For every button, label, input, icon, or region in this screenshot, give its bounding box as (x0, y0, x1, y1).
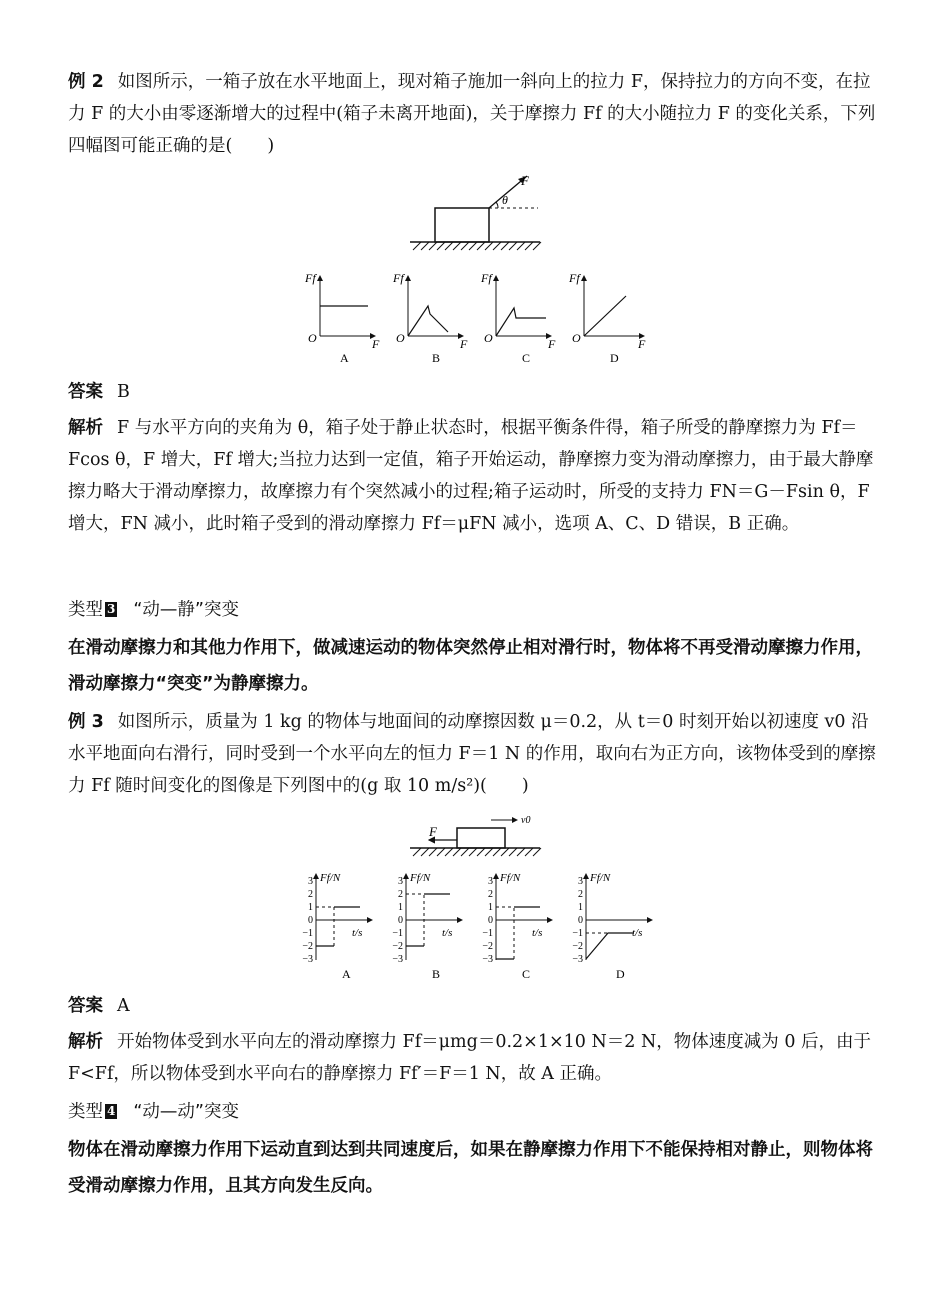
analysis-label: 解析 (68, 1032, 103, 1052)
ground-hatching (413, 848, 541, 856)
svg-text:−2: −2 (302, 941, 313, 952)
svg-text:−1: −1 (572, 928, 583, 939)
force-label: F (429, 824, 437, 839)
svg-text:1: 1 (398, 902, 403, 913)
example3-graphs (290, 866, 670, 981)
velocity-label: v0 (521, 815, 531, 826)
y-label: Ff (393, 271, 404, 285)
svg-text:2: 2 (578, 889, 583, 900)
option-label: A (342, 967, 351, 981)
y-ticks (302, 876, 313, 965)
svg-text:0: 0 (308, 915, 313, 926)
y-label: Ff (481, 271, 492, 285)
option-label: B (432, 967, 441, 981)
example2-question (68, 66, 884, 162)
option-label: D (616, 967, 625, 981)
example2-box-figure (405, 170, 550, 255)
graph-c (482, 872, 552, 981)
graph-d (572, 872, 652, 981)
x-label: t/s (442, 927, 453, 939)
curve (496, 308, 546, 336)
graph-c (480, 271, 556, 365)
graph-b (392, 872, 462, 981)
svg-text:−3: −3 (482, 954, 493, 965)
svg-text:0: 0 (398, 915, 403, 926)
svg-text:−1: −1 (482, 928, 493, 939)
example2-question-text: 如图所示，一箱子放在水平地面上，现对箱子施加一斜向上的拉力 F，保持拉力的方向不变，在拉力 F 的大小由零逐渐增大的过程中(箱子未离开地面)，关于摩擦力 Ff 的大小随拉力 F 的变化关系，下列四幅图可能正确的是( ) (68, 72, 876, 156)
angle-label: θ (502, 193, 508, 207)
example3-label: 例 3 (68, 712, 104, 732)
svg-text:−2: −2 (572, 941, 583, 952)
answer-value: A (117, 996, 130, 1016)
x-label: F (638, 337, 646, 351)
analysis-text: F 与水平方向的夹角为 θ，箱子处于静止状态时，根据平衡条件得，箱子所受的静摩擦力为 Ff＝Fcos θ，F 增大，Ff 增大;当拉力达到一定值，箱子开始运动，静摩擦力变为滑动摩擦力，由于最大静摩擦力略大于滑动摩擦力，故摩擦力有个突然减小的过程;箱子运动时，所受的支持力 FN＝G－Fsin θ，F 增大，FN 减小，此时箱子受到的滑动摩擦力 Ff＝μFN 减小，选项 A、C、D 错误，B 正确。 (68, 418, 874, 534)
svg-text:1: 1 (308, 902, 313, 913)
option-label: D (610, 351, 619, 365)
svg-text:1: 1 (578, 902, 583, 913)
type4-description: 物体在滑动摩擦力作用下运动直到达到共同速度后，如果在静摩擦力作用下不能保持相对静止，则物体将受滑动摩擦力作用，且其方向发生反向。 (68, 1140, 873, 1196)
type-number-badge: 4 (107, 1104, 116, 1118)
example2-label: 例 2 (68, 72, 104, 92)
svg-text:−3: −3 (302, 954, 313, 965)
svg-text:0: 0 (578, 915, 583, 926)
answer-value: B (117, 382, 130, 402)
example3-question (68, 706, 884, 802)
svg-text:1: 1 (488, 902, 493, 913)
example3-analysis (68, 1026, 884, 1090)
option-label: B (432, 351, 441, 365)
x-label: t/s (352, 927, 363, 939)
svg-text:2: 2 (398, 889, 403, 900)
svg-text:3: 3 (308, 876, 313, 887)
svg-text:3: 3 (398, 876, 403, 887)
example2-answer (68, 376, 884, 408)
option-label: C (522, 351, 531, 365)
origin-label: O (308, 331, 317, 345)
example2-analysis (68, 412, 884, 540)
svg-text:3: 3 (578, 876, 583, 887)
curve (408, 306, 448, 336)
answer-label: 答案 (68, 996, 103, 1016)
angle-arc (496, 202, 498, 208)
svg-text:2: 2 (488, 889, 493, 900)
x-label: F (460, 337, 468, 351)
graph-d (568, 271, 646, 365)
y-label: Ff/N (410, 872, 431, 884)
svg-text:−2: −2 (392, 941, 403, 952)
type3-description: 在滑动摩擦力和其他力作用下，做减速运动的物体突然停止相对滑行时，物体将不再受滑动摩擦力作用，滑动摩擦力“突变”为静摩擦力。 (68, 638, 873, 694)
force-label: F (521, 173, 529, 188)
svg-text:0: 0 (488, 915, 493, 926)
origin-label: O (572, 331, 581, 345)
origin-label: O (396, 331, 405, 345)
svg-text:2: 2 (308, 889, 313, 900)
y-ticks (572, 876, 583, 965)
analysis-text: 开始物体受到水平向左的滑动摩擦力 Ff＝μmg＝0.2×1×10 N＝2 N，物体速度减为 0 后，由于 F<Ff，所以物体受到水平向右的静摩擦力 Ff′＝F＝1 N，故 A 正确。 (68, 1032, 872, 1084)
svg-text:−1: −1 (302, 928, 313, 939)
curve (586, 933, 634, 959)
y-ticks (482, 876, 493, 965)
type-number-badge: 3 (107, 602, 116, 616)
answer-label: 答案 (68, 382, 103, 402)
type-prefix: 类型 (68, 1102, 103, 1122)
x-label: t/s (632, 927, 643, 939)
example3-block-figure (405, 812, 550, 862)
box (435, 208, 489, 242)
y-ticks (392, 876, 403, 965)
x-label: t/s (532, 927, 543, 939)
example3-answer (68, 990, 884, 1022)
y-label: Ff (569, 271, 580, 285)
y-label: Ff/N (590, 872, 611, 884)
type-title: “动—静”突变 (133, 600, 239, 620)
y-label: Ff (305, 271, 316, 285)
analysis-label: 解析 (68, 418, 103, 438)
x-label: F (548, 337, 556, 351)
example3-question-text: 如图所示，质量为 1 kg 的物体与地面间的动摩擦因数 μ＝0.2，从 t＝0 时刻开始以初速度 v0 沿水平地面向右滑行，同时受到一个水平向左的恒力 F＝1 N 的作用，取向右为正方向，该物体受到的摩擦力 Ff 随时间变化的图像是下列图中的(g 取 10 m/s²)( ) (68, 712, 876, 796)
svg-text:−2: −2 (482, 941, 493, 952)
ground-hatching (413, 242, 541, 250)
svg-text:−3: −3 (392, 954, 403, 965)
graph-a (304, 271, 380, 365)
svg-text:3: 3 (488, 876, 493, 887)
graph-a (302, 872, 372, 981)
y-label: Ff/N (500, 872, 521, 884)
origin-label: O (484, 331, 493, 345)
x-label: F (372, 337, 380, 351)
type4-heading (68, 1096, 884, 1128)
type3-heading (68, 594, 884, 626)
type-prefix: 类型 (68, 600, 103, 620)
graph-b (392, 271, 468, 365)
svg-text:−3: −3 (572, 954, 583, 965)
option-label: A (340, 351, 349, 365)
type-title: “动—动”突变 (133, 1102, 239, 1122)
svg-text:−1: −1 (392, 928, 403, 939)
y-label: Ff/N (320, 872, 341, 884)
option-label: C (522, 967, 531, 981)
curve (584, 296, 626, 336)
example2-graphs (300, 262, 660, 370)
block (457, 828, 505, 848)
